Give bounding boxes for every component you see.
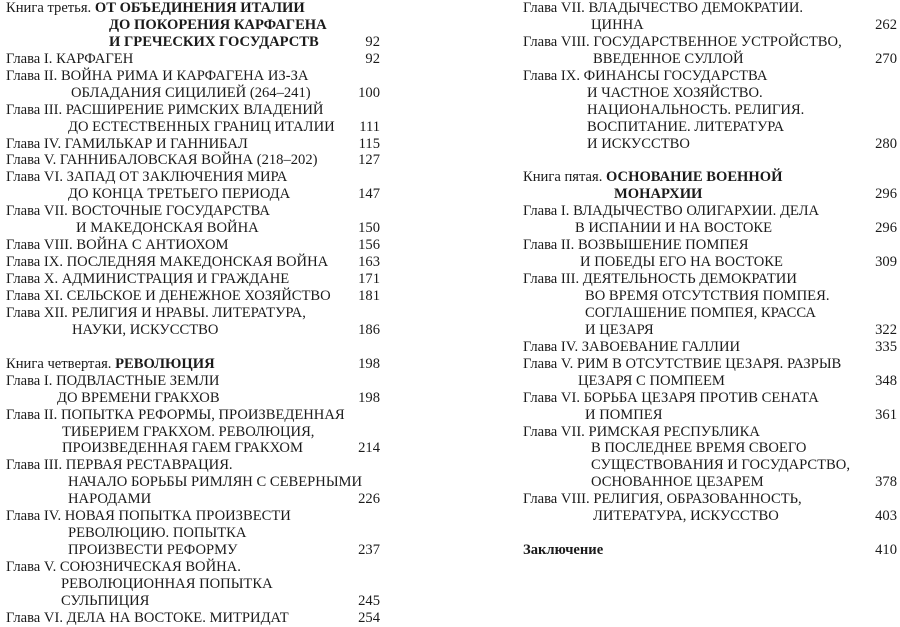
toc-line-text xyxy=(523,203,819,220)
toc-line-text xyxy=(6,508,291,525)
toc-line xyxy=(523,0,897,17)
toc-title-text: И ЧАСТНОЕ ХОЗЯЙСТВО. xyxy=(587,84,763,101)
toc-line xyxy=(523,169,897,186)
toc-line-text xyxy=(523,68,767,85)
toc-line xyxy=(523,237,897,254)
toc-entry[interactable] xyxy=(523,68,897,153)
toc-entry[interactable] xyxy=(6,203,380,237)
toc-line-text xyxy=(6,203,270,220)
toc-line xyxy=(523,424,897,441)
page-number: 147 xyxy=(358,186,380,203)
toc-left-column xyxy=(6,0,380,627)
toc-line xyxy=(6,220,380,237)
page-number: 171 xyxy=(358,271,380,287)
toc-title-text: И ИСКУССТВО xyxy=(587,135,690,152)
toc-title-text: Книга третья. xyxy=(6,0,95,16)
toc-title-text: Глава IV. НОВАЯ ПОПЫТКА ПРОИЗВЕСТИ xyxy=(6,508,291,525)
toc-entry[interactable] xyxy=(523,390,897,424)
toc-line xyxy=(6,576,380,593)
toc-title-text: И ПОБЕДЫ ЕГО НА ВОСТОКЕ xyxy=(580,254,783,271)
toc-title-text: ТИБЕРИЕМ ГРАКХОМ. РЕВОЛЮЦИЯ, xyxy=(62,423,315,440)
toc-title-text: Глава VI. ЗАПАД ОТ ЗАКЛЮЧЕНИЯ МИРА xyxy=(6,169,288,186)
toc-title-text: Глава VI. БОРЬБА ЦЕЗАРЯ ПРОТИВ СЕНАТА xyxy=(523,389,819,406)
toc-title-text: Глава VIII. ГОСУДАРСТВЕННОЕ УСТРОЙСТВО, xyxy=(523,33,842,50)
toc-line xyxy=(6,152,380,169)
toc-line-text xyxy=(523,542,603,559)
toc-line-text xyxy=(61,593,149,610)
toc-title-text: Книга пятая. xyxy=(523,169,607,186)
toc-entry[interactable] xyxy=(523,0,897,34)
toc-line xyxy=(523,102,897,119)
toc-line xyxy=(6,322,380,339)
page-number: 115 xyxy=(358,135,380,152)
toc-title-text: Глава II. ПОПЫТКА РЕФОРМЫ, ПРОИЗВЕДЕННАЯ xyxy=(6,406,345,423)
toc-line-text xyxy=(585,407,662,424)
page-number: 335 xyxy=(875,338,897,355)
toc-line-text xyxy=(6,610,289,627)
toc-line xyxy=(523,491,897,508)
toc-title-bold: ДО ПОКОРЕНИЯ КАРФАГЕНА xyxy=(109,16,327,33)
toc-line-text xyxy=(523,271,797,288)
toc-line-text xyxy=(6,237,229,254)
page-number: 322 xyxy=(875,321,897,338)
toc-line xyxy=(6,407,380,424)
toc-line-text xyxy=(72,322,218,339)
toc-title-text: ДО ВРЕМЕНИ ГРАКХОВ xyxy=(57,389,220,406)
page-number: 296 xyxy=(875,220,897,237)
toc-line-text xyxy=(6,68,308,85)
toc-line-text xyxy=(585,322,654,339)
toc-title-text: ОБЛАДАНИЯ СИЦИЛИЕЙ (264–241) xyxy=(71,84,311,101)
toc-line-text xyxy=(68,542,237,559)
toc-line-text xyxy=(62,440,303,457)
toc-title-text: ДО КОНЦА ТРЕТЬЕГО ПЕРИОДА xyxy=(68,186,291,203)
toc-title-bold: Заключение xyxy=(523,542,604,559)
toc-entry[interactable] xyxy=(523,34,897,68)
toc-line xyxy=(6,0,380,17)
toc-line xyxy=(6,271,380,288)
toc-title-text: Глава III. ДЕЯТЕЛЬНОСТЬ ДЕМОКРАТИИ xyxy=(523,271,797,288)
toc-line-text xyxy=(587,102,804,119)
toc-line-text xyxy=(523,356,841,373)
toc-title-text: СОГЛАШЕНИЕ ПОМПЕЯ, КРАССА xyxy=(585,304,816,321)
toc-title-text: ЦИННА xyxy=(591,16,644,33)
toc-title-text: Глава I. КАРФАГЕН xyxy=(6,50,134,67)
toc-title-text: Глава II. ВОЙНА РИМА И КАРФАГЕНА ИЗ-ЗА xyxy=(6,67,309,84)
toc-entry[interactable] xyxy=(6,254,380,271)
page-number: 270 xyxy=(875,50,897,67)
page-number: 92 xyxy=(365,33,380,50)
toc-title-text: Глава X. АДМИНИСТРАЦИЯ И ГРАЖДАНЕ xyxy=(6,271,290,287)
toc-line xyxy=(523,68,897,85)
toc-line-text xyxy=(523,169,782,186)
page-number: 378 xyxy=(875,474,897,491)
toc-line-text xyxy=(6,152,318,169)
toc-line-text xyxy=(580,254,783,271)
toc-title-text: ВВЕДЕННОЕ СУЛЛОЙ xyxy=(593,50,744,67)
toc-title-text: Глава III. РАСШИРЕНИЕ РИМСКИХ ВЛАДЕНИЙ xyxy=(6,101,324,118)
toc-line xyxy=(523,254,897,271)
toc-line xyxy=(6,136,380,153)
toc-entry[interactable] xyxy=(6,559,380,610)
toc-line-text xyxy=(593,51,744,68)
toc-line xyxy=(6,525,380,542)
toc-line xyxy=(523,474,897,491)
toc-line xyxy=(6,593,380,610)
page-number: 226 xyxy=(358,491,380,508)
page-number: 111 xyxy=(359,118,380,135)
toc-line-text xyxy=(591,440,806,457)
toc-title-text: Глава V. РИМ В ОТСУТСТВИЕ ЦЕЗАРЯ. РАЗРЫВ xyxy=(523,355,842,372)
toc-title-text: Книга четвертая. xyxy=(6,355,116,372)
toc-title-text: Глава XII. РЕЛИГИЯ И НРАВЫ. ЛИТЕРАТУРА, xyxy=(6,304,306,321)
toc-title-text: НАЧАЛО БОРЬБЫ РИМЛЯН С СЕВЕРНЫМИ xyxy=(68,474,363,491)
toc-line-text xyxy=(109,17,327,34)
toc-entry[interactable] xyxy=(523,356,897,390)
toc-entry[interactable] xyxy=(6,508,380,559)
toc-line xyxy=(6,288,380,305)
toc-line-text xyxy=(587,136,690,153)
toc-line-text xyxy=(6,288,331,305)
toc-title-bold: МОНАРХИИ xyxy=(614,186,703,203)
toc-line-text xyxy=(578,373,725,390)
section-gap xyxy=(6,339,380,356)
toc-line-text xyxy=(523,237,749,254)
toc-line-text xyxy=(68,186,290,203)
toc-title-text: СУЩЕСТВОВАНИЯ И ГОСУДАРСТВО, xyxy=(591,457,850,474)
toc-title-text: ЛИТЕРАТУРА, ИСКУССТВО xyxy=(593,508,779,525)
toc-line xyxy=(6,373,380,390)
toc-line xyxy=(523,508,897,525)
toc-line-text xyxy=(68,491,151,508)
toc-line xyxy=(523,339,897,356)
toc-line-text xyxy=(6,559,241,576)
page-number: 127 xyxy=(358,152,380,169)
toc-title-text: Глава VII. ВЛАДЫЧЕСТВО ДЕМОКРАТИИ. xyxy=(523,0,804,16)
toc-line xyxy=(6,102,380,119)
toc-entry[interactable] xyxy=(523,237,897,271)
toc-line-text xyxy=(6,356,215,373)
page-number: 150 xyxy=(358,220,380,237)
toc-entry[interactable] xyxy=(6,305,380,339)
toc-line xyxy=(6,119,380,136)
toc-title-text: ЦЕЗАРЯ С ПОМПЕЕМ xyxy=(578,372,725,389)
toc-line xyxy=(6,85,380,102)
toc-line-text xyxy=(593,508,779,525)
toc-entry[interactable] xyxy=(6,169,380,203)
toc-line xyxy=(6,237,380,254)
page-number: 100 xyxy=(358,84,380,101)
toc-title-text: И МАКЕДОНСКАЯ ВОЙНА xyxy=(76,220,259,237)
toc-line xyxy=(523,203,897,220)
toc-entry[interactable] xyxy=(6,51,380,68)
toc-right-column xyxy=(523,0,897,559)
toc-title-text: НАЦИОНАЛЬНОСТЬ. РЕЛИГИЯ. xyxy=(587,101,805,118)
toc-line xyxy=(523,136,897,153)
page-number: 254 xyxy=(358,609,380,626)
toc-entry[interactable] xyxy=(523,169,897,203)
page-number: 163 xyxy=(358,254,380,271)
page-number: 296 xyxy=(875,186,897,203)
toc-entry[interactable] xyxy=(6,457,380,508)
toc-line-text xyxy=(6,169,287,186)
toc-line xyxy=(6,440,380,457)
toc-title-text: В ИСПАНИИ И НА ВОСТОКЕ xyxy=(575,220,773,237)
toc-line-text xyxy=(614,186,702,203)
toc-line xyxy=(6,186,380,203)
toc-line-text xyxy=(109,34,319,51)
toc-entry[interactable] xyxy=(6,136,380,153)
page-number: 280 xyxy=(875,135,897,152)
page-number: 309 xyxy=(875,254,897,271)
page-number: 348 xyxy=(875,372,897,389)
toc-entry[interactable] xyxy=(6,237,380,254)
toc-title-text: Глава I. ПОДВЛАСТНЫЕ ЗЕМЛИ xyxy=(6,372,220,389)
toc-line xyxy=(6,51,380,68)
toc-line xyxy=(6,203,380,220)
toc-line xyxy=(523,407,897,424)
toc-title-text: РЕВОЛЮЦИЮ. ПОПЫТКА xyxy=(68,525,247,542)
toc-line-text xyxy=(585,305,816,322)
toc-line xyxy=(6,356,380,373)
toc-title-text: Глава VIII. РЕЛИГИЯ, ОБРАЗОВАННОСТЬ, xyxy=(523,491,802,508)
toc-line xyxy=(6,610,380,627)
toc-entry[interactable] xyxy=(523,271,897,339)
toc-line xyxy=(523,34,897,51)
toc-title-text: РЕВОЛЮЦИОННАЯ ПОПЫТКА xyxy=(61,575,273,592)
page-number: 198 xyxy=(358,355,380,372)
page-number: 214 xyxy=(358,440,380,457)
toc-title-text: Глава IV. ГАМИЛЬКАР И ГАННИБАЛ xyxy=(6,135,248,152)
toc-entry[interactable] xyxy=(6,0,380,51)
toc-title-text: ВОСПИТАНИЕ. ЛИТЕРАТУРА xyxy=(587,118,785,135)
toc-line xyxy=(6,390,380,407)
toc-entry[interactable] xyxy=(6,407,380,458)
page-number: 262 xyxy=(875,16,897,33)
toc-title-text: ОСНОВАННОЕ ЦЕЗАРЕМ xyxy=(591,474,764,491)
toc-line-text xyxy=(591,17,644,34)
toc-line xyxy=(523,390,897,407)
toc-line-text xyxy=(61,576,273,593)
toc-line xyxy=(6,17,380,34)
toc-line xyxy=(6,542,380,559)
toc-entry[interactable] xyxy=(523,339,897,356)
page-number: 245 xyxy=(358,592,380,609)
toc-line xyxy=(6,559,380,576)
toc-line-text xyxy=(6,0,305,17)
toc-line xyxy=(523,119,897,136)
toc-title-text: В ПОСЛЕДНЕЕ ВРЕМЯ СВОЕГО xyxy=(591,440,807,457)
toc-line-text xyxy=(523,339,740,356)
toc-line-text xyxy=(523,491,802,508)
toc-line xyxy=(6,169,380,186)
toc-entry[interactable] xyxy=(6,373,380,407)
page-number: 156 xyxy=(358,237,380,254)
toc-line-text xyxy=(6,407,345,424)
toc-line-text xyxy=(523,34,842,51)
toc-line xyxy=(6,474,380,491)
toc-title-text: И ПОМПЕЯ xyxy=(585,406,663,423)
toc-line-text xyxy=(6,457,233,474)
toc-title-text: Глава VII. РИМСКАЯ РЕСПУБЛИКА xyxy=(523,423,760,440)
toc-entry[interactable] xyxy=(523,491,897,525)
toc-entry[interactable] xyxy=(6,288,380,305)
toc-title-bold: И ГРЕЧЕСКИХ ГОСУДАРСТВ xyxy=(109,33,319,50)
toc-entry[interactable] xyxy=(6,271,380,288)
toc-line-text xyxy=(6,271,289,288)
toc-line-text xyxy=(71,85,311,102)
toc-line-text xyxy=(591,457,850,474)
toc-line xyxy=(6,491,380,508)
toc-title-text: ПРОИЗВЕДЕННАЯ ГАЕМ ГРАКХОМ xyxy=(62,440,303,457)
toc-title-bold: РЕВОЛЮЦИЯ xyxy=(115,355,215,372)
page-number: 237 xyxy=(358,542,380,559)
toc-line-text xyxy=(523,424,760,441)
toc-line-text xyxy=(6,305,306,322)
toc-line xyxy=(523,271,897,288)
toc-line-text xyxy=(57,390,220,407)
toc-title-text: Глава VII. ВОСТОЧНЫЕ ГОСУДАРСТВА xyxy=(6,203,270,220)
toc-line-text xyxy=(76,220,259,237)
toc-line-text xyxy=(6,254,328,271)
toc-line-text xyxy=(591,474,764,491)
toc-line-text xyxy=(68,119,335,136)
toc-title-bold: ОСНОВАНИЕ ВОЕННОЙ xyxy=(606,169,783,186)
toc-title-text: Глава V. СОЮЗНИЧЕСКАЯ ВОЙНА. xyxy=(6,559,241,575)
toc-line xyxy=(6,508,380,525)
toc-line xyxy=(523,373,897,390)
toc-line xyxy=(523,457,897,474)
toc-line xyxy=(6,34,380,51)
toc-line xyxy=(6,254,380,271)
toc-title-bold: ОТ ОБЪЕДИНЕНИЯ ИТАЛИИ xyxy=(94,0,305,16)
toc-line-text xyxy=(62,424,314,441)
toc-title-text: НАУКИ, ИСКУССТВО xyxy=(72,321,219,338)
toc-line xyxy=(523,288,897,305)
toc-line xyxy=(6,305,380,322)
toc-title-text: Глава II. ВОЗВЫШЕНИЕ ПОМПЕЯ xyxy=(523,237,749,254)
toc-entry[interactable] xyxy=(6,68,380,102)
toc-line-text xyxy=(587,119,784,136)
toc-line-text xyxy=(68,474,362,491)
toc-line xyxy=(523,186,897,203)
toc-entry[interactable] xyxy=(523,424,897,492)
toc-title-text: Глава VIII. ВОЙНА С АНТИОХОМ xyxy=(6,237,229,254)
toc-title-text: ДО ЕСТЕСТВЕННЫХ ГРАНИЦ ИТАЛИИ xyxy=(68,118,335,135)
page-number: 361 xyxy=(875,406,897,423)
toc-line-text xyxy=(587,85,763,102)
toc-entry[interactable] xyxy=(6,102,380,136)
toc-line-text xyxy=(523,0,803,17)
toc-entry[interactable] xyxy=(6,610,380,627)
toc-line-text xyxy=(6,51,133,68)
toc-line xyxy=(523,85,897,102)
toc-entry[interactable] xyxy=(6,356,380,373)
toc-line xyxy=(523,220,897,237)
toc-title-text: Глава IV. ЗАВОЕВАНИЕ ГАЛЛИИ xyxy=(523,338,741,355)
toc-title-text: ВО ВРЕМЯ ОТСУТСТВИЯ ПОМПЕЯ. xyxy=(585,288,830,304)
toc-line-text xyxy=(68,525,246,542)
toc-line xyxy=(6,457,380,474)
toc-line xyxy=(6,68,380,85)
toc-title-text: Глава I. ВЛАДЫЧЕСТВО ОЛИГАРХИИ. ДЕЛА xyxy=(523,203,820,220)
page-number: 92 xyxy=(365,50,380,67)
page-number: 181 xyxy=(358,287,380,304)
toc-line xyxy=(523,51,897,68)
page-number: 410 xyxy=(875,542,897,559)
toc-title-text: Глава VI. ДЕЛА НА ВОСТОКЕ. МИТРИДАТ xyxy=(6,609,289,626)
section-gap xyxy=(523,152,897,169)
toc-title-text: НАРОДАМИ xyxy=(68,491,152,508)
page-number: 186 xyxy=(358,321,380,338)
toc-line-text xyxy=(585,288,829,305)
toc-line-text xyxy=(6,102,323,119)
toc-line xyxy=(523,322,897,339)
toc-title-text: Глава IX. ФИНАНСЫ ГОСУДАРСТВА xyxy=(523,67,768,84)
toc-line-text xyxy=(6,373,219,390)
toc-line-text xyxy=(575,220,772,237)
toc-title-text: Глава III. ПЕРВАЯ РЕСТАВРАЦИЯ. xyxy=(6,457,233,474)
section-gap xyxy=(523,525,897,542)
toc-title-text: И ЦЕЗАРЯ xyxy=(585,321,654,338)
toc-title-text: СУЛЬПИЦИЯ xyxy=(61,592,150,609)
page-number: 198 xyxy=(358,389,380,406)
toc-entry[interactable] xyxy=(6,152,380,169)
toc-title-text: Глава IX. ПОСЛЕДНЯЯ МАКЕДОНСКАЯ ВОЙНА xyxy=(6,254,329,271)
toc-line xyxy=(523,356,897,373)
page-number: 403 xyxy=(875,508,897,525)
toc-line xyxy=(523,305,897,322)
toc-line xyxy=(523,17,897,34)
toc-line xyxy=(523,542,897,559)
toc-title-text: Глава V. ГАННИБАЛОВСКАЯ ВОЙНА (218–202) xyxy=(6,152,318,169)
toc-title-text: ПРОИЗВЕСТИ РЕФОРМУ xyxy=(68,542,238,559)
toc-line-text xyxy=(523,390,819,407)
toc-line xyxy=(523,440,897,457)
toc-entry[interactable] xyxy=(523,542,897,559)
toc-entry[interactable] xyxy=(523,203,897,237)
toc-title-text: Глава XI. СЕЛЬСКОЕ И ДЕНЕЖНОЕ ХОЗЯЙСТВО xyxy=(6,287,331,304)
toc-line xyxy=(6,424,380,441)
toc-line-text xyxy=(6,136,248,153)
